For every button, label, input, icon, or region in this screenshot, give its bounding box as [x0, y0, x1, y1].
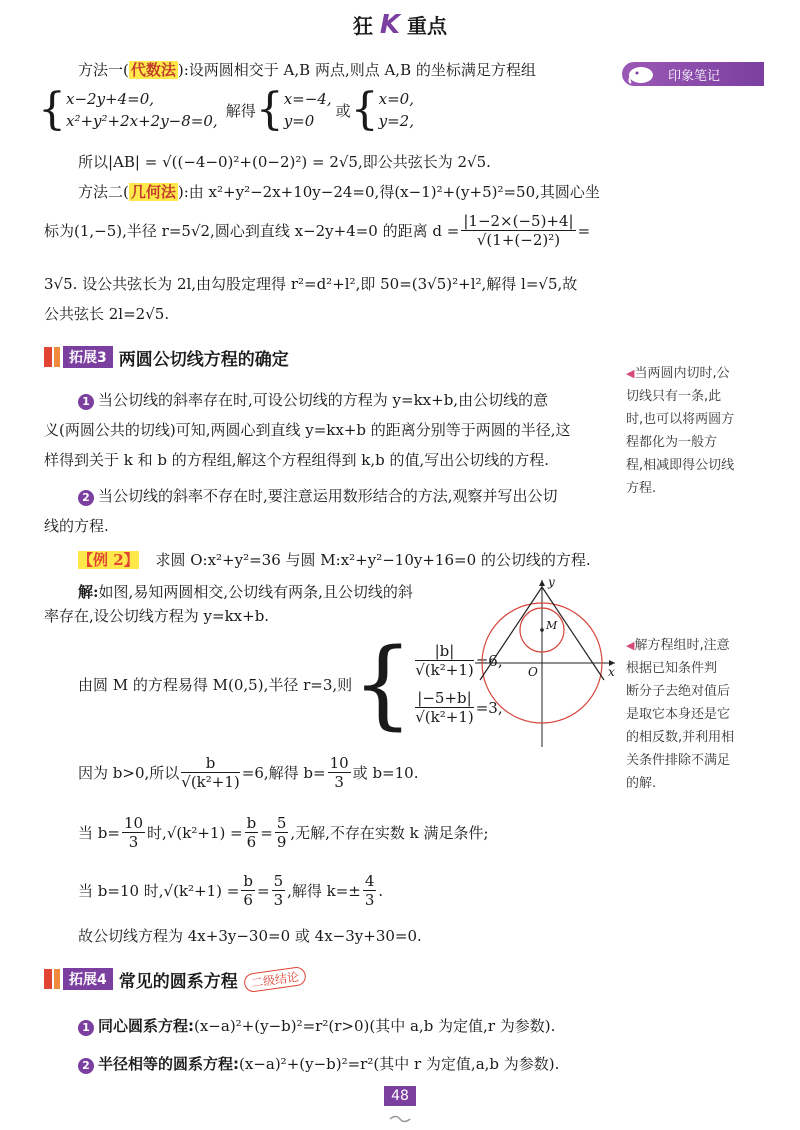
ext3-header — [44, 346, 289, 368]
method2-line1: 方法二( 几何法 ):由 x²+y²−2x+10y−24=0,得(x−1)²+(y+5)²=50,其圆心坐 — [78, 183, 600, 201]
side-note-1: ◀当两圆内切时,公 切线只有一条,此 时,也可以将两圆方 程都化为一般方 程,相减即得公切线 方程. — [626, 366, 735, 496]
ext3-p2-l2: 线的方程. — [44, 517, 109, 535]
ext4-item1: 1 同心圆系方程:(x−a)²+(y−b)²=r²(r>0)(其中 a,b 为定值,r 为参数). — [78, 1016, 555, 1036]
ext4-item2: 2 半径相等的圆系方程:(x−a)²+(y−b)²=r²(其中 r 为定值,a,b 为参数). — [78, 1054, 559, 1074]
ext4-title: 常见的圆系方程 — [118, 971, 238, 992]
ext3-title: 两圆公切线方程的确定 — [118, 349, 289, 370]
header-title-left: 狂 — [352, 14, 373, 38]
ext3-p2-l1: 2 当公切线的斜率不存在时,要注意运用数形结合的方法,观察并写出公切 — [78, 486, 558, 506]
side-note-2: ◀解方程组时,注意 根据已知条件判 断分子去绝对值后 是取它本身还是它 的相反数,并利用相 关条件排除不满足 的解. — [626, 638, 735, 791]
triangle-marker-icon: ◀ — [626, 639, 635, 652]
example2-line4: 因为 b>0,所以 $\frac{b}{\text{√(k²+1)}}$ =6,解得 b= $\frac{10}{3}$ 或 b=10. — [78, 754, 419, 791]
figure-label-x: x — [608, 665, 615, 679]
method2-line3: 3√5. 设公共弦长为 2l,由勾股定理得 r²=d²+l²,即 50=(3√5)²+l²,解得 l=√5,故 — [44, 275, 578, 293]
header-k-logo: K — [379, 10, 401, 40]
method1-result: 所以|AB| = √((−4−0)²+(0−2)²) = 2√5,即公共弦长为 2√5. — [78, 153, 491, 171]
method2-tag: 几何法 — [130, 183, 176, 201]
circled-number-icon: 1 — [78, 1020, 94, 1036]
example2-sol-l2: 率存在,设公切线方程为 y=kx+b. — [44, 607, 270, 625]
ext4-header — [44, 968, 306, 990]
method1-system: { x−2y+4=0, x²+y²+2x+2y−8=0, 解得 { x=−4, y=0 或 { x=0, y=2, — [38, 84, 414, 135]
example2-tag: 【例 2】 — [78, 551, 139, 569]
impression-notes-badge — [622, 62, 764, 86]
page-header — [0, 10, 800, 40]
ext3-p1-l3: 样得到关于 k 和 b 的方程组,解这个方程组得到 k,b 的值,写出公切线的方程. — [44, 451, 550, 469]
tangent-figure — [470, 575, 620, 750]
triangle-marker-icon: ◀ — [626, 367, 635, 380]
ext3-p1-l1: 1 当公切线的斜率存在时,可设公切线的方程为 y=kx+b,由公切线的意 — [78, 390, 548, 410]
circled-number-icon: 1 — [78, 394, 94, 410]
ext3-label: 拓展3 — [63, 346, 113, 368]
method2-line4: 公共弦长 2l=2√5. — [44, 305, 170, 323]
footer-ornament-icon — [388, 1110, 412, 1120]
method2-line2: 标为(1,−5),半径 r=5√2,圆心到直线 x−2y+4=0 的距离 d = $\frac{|1-2\times(-5)+4|}{\text{√(1+(−2)²)}}$ = — [44, 212, 591, 249]
example2-line: 【例 2】 求圆 O:x²+y²=36 与圆 M:x²+y²−10y+16=0 的公切线的方程. — [78, 551, 591, 569]
elephant-icon — [626, 64, 656, 84]
example2-line6: 当 b=10 时,√(k²+1) = $\frac{b}{6}$ = $\frac{5}{3}$ ,解得 k=± $\frac{4}{3}$ . — [78, 872, 384, 909]
method1-tag: 代数法 — [130, 61, 176, 79]
example2-sol-l1: 解:如图,易知两圆相交,公切线有两条,且公切线的斜 — [78, 583, 413, 601]
ext3-p1-l2: 义(两圆公共的切线)可知,两圆心到直线 y=kx+b 的距离分别等于两圆的半径,这 — [44, 421, 571, 439]
circled-number-icon: 2 — [78, 490, 94, 506]
ext4-label: 拓展4 — [63, 968, 113, 990]
example2-line7: 故公切线方程为 4x+3y−30=0 或 4x−3y+30=0. — [78, 927, 422, 945]
page-number: 48 — [384, 1086, 416, 1106]
method1-line1: 方法一( 代数法 ):设两圆相交于 A,B 两点,则点 A,B 的坐标满足方程组 — [78, 61, 536, 79]
figure-label-o: O — [528, 665, 538, 679]
figure-label-m: M — [546, 619, 558, 632]
ext4-stamp: 二级结论 — [243, 965, 307, 992]
badge-label: 印象笔记 — [668, 68, 721, 84]
example2-system: 由圆 M 的方程易得 M(0,5),半径 r=3,则 { $\frac{|b|}{\text{√(k²+1)}}$ =6, $\frac{|-5+b|}{\text{√(k²+1)}}$ =3, — [78, 628, 503, 740]
circled-number-icon: 2 — [78, 1058, 94, 1074]
header-title-right: 重点 — [407, 14, 448, 38]
example2-line5: 当 b= $\frac{10}{3}$ 时,√(k²+1) = $\frac{b}{6}$ = $\frac{5}{9}$ ,无解,不存在实数 k 满足条件; — [78, 814, 489, 851]
figure-label-y: y — [548, 575, 555, 589]
